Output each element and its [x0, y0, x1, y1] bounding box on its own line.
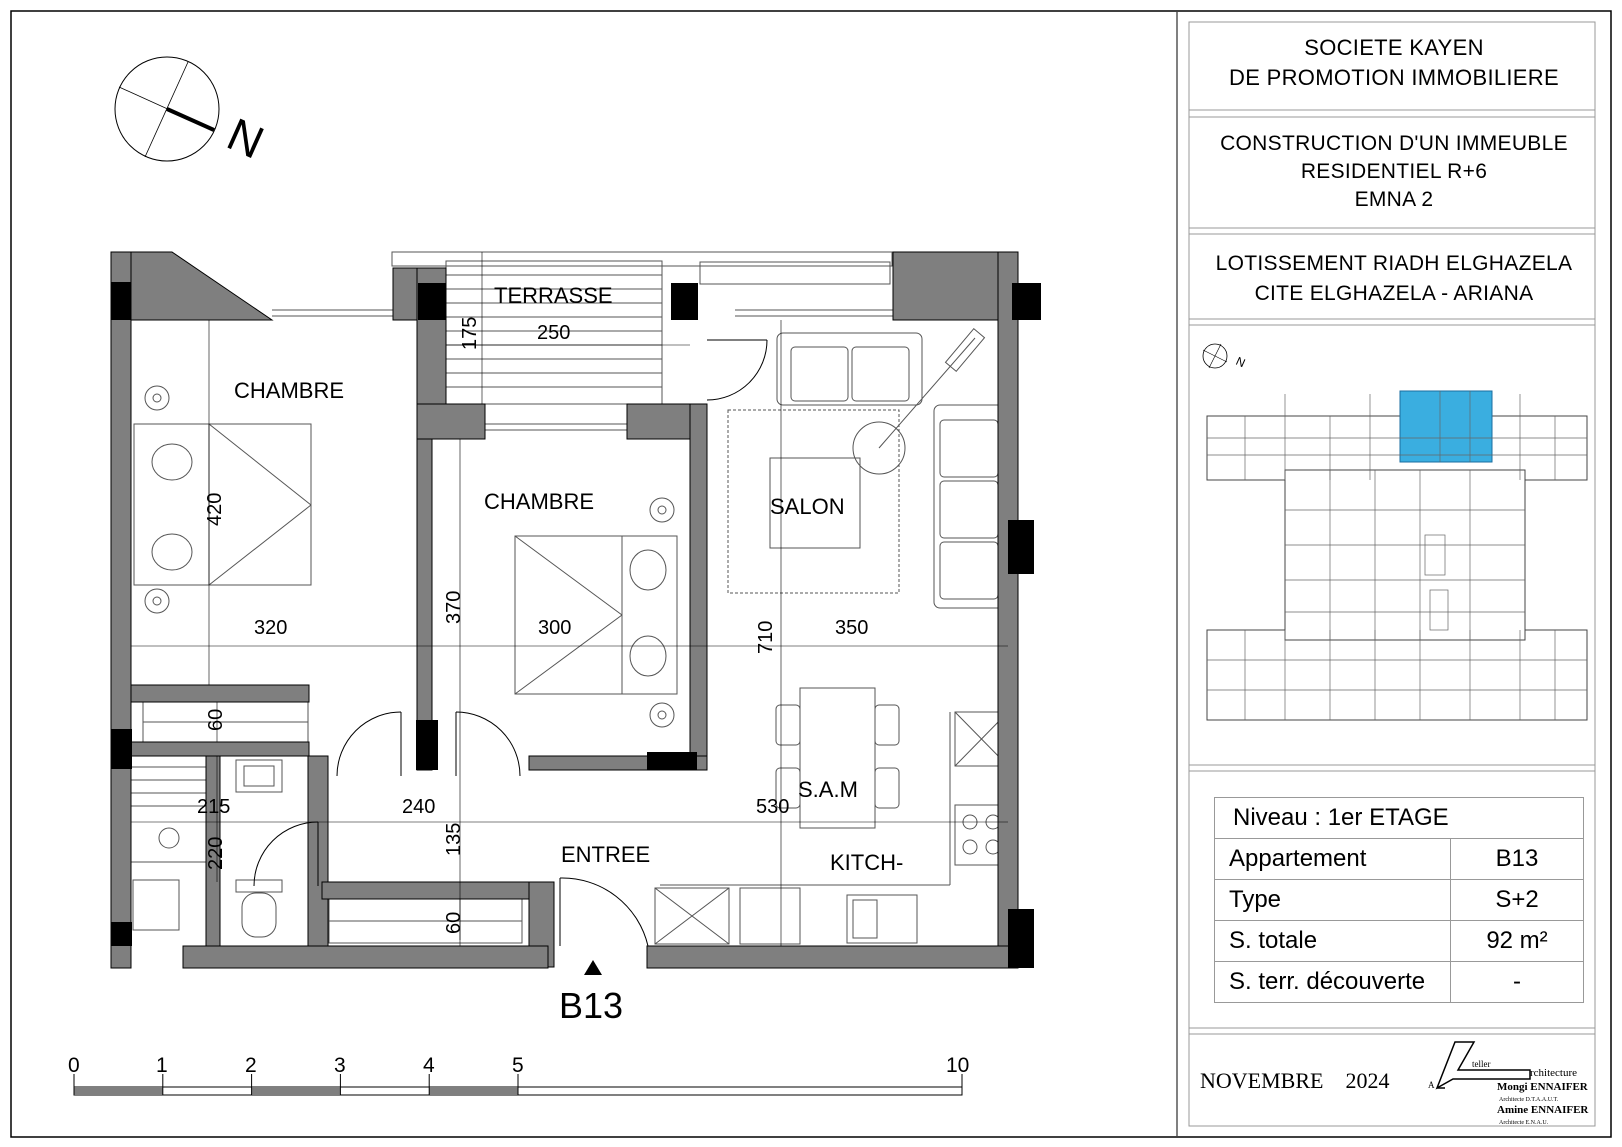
firm-logo [1428, 1042, 1589, 1126]
apartment-label: B13 [559, 985, 624, 1026]
dim-terrace-height: 175 [459, 316, 481, 350]
scale-bar [68, 1054, 969, 1095]
room-label-salon: SALON [770, 494, 845, 519]
dim-bathroom-width: 215 [197, 796, 231, 818]
dim-closet1-height: 60 [205, 708, 227, 731]
apartment-info-table [1214, 797, 1584, 1003]
dim-salon-height: 710 [755, 620, 777, 654]
mini-north-label: N [1233, 353, 1248, 371]
row-value: 92 m² [1451, 921, 1584, 962]
dim-salon-width: 350 [835, 617, 869, 639]
room-label-terrasse: TERRASSE [494, 283, 613, 308]
location-line-1: LOTISSEMENT RIADH ELGHAZELA [1215, 252, 1573, 275]
north-label: N [219, 107, 272, 169]
scale-label-5: 5 [512, 1054, 524, 1077]
table-row [1215, 839, 1584, 880]
row-value: - [1451, 962, 1584, 1003]
room-label-chambre-1: CHAMBRE [234, 378, 345, 403]
dim-dining-width: 530 [756, 796, 790, 818]
logo-word-architecture: rchitecture [1530, 1067, 1578, 1079]
scale-label-2: 2 [245, 1054, 257, 1077]
scale-label-0: 0 [68, 1054, 80, 1077]
scale-label-1: 1 [156, 1054, 168, 1077]
room-label-chambre-2: CHAMBRE [484, 489, 595, 514]
architect-2-name: Amine ENNAIFER [1497, 1104, 1589, 1116]
company-line-1: SOCIETE KAYEN [1304, 35, 1484, 60]
project-block [1190, 130, 1598, 214]
dim-bedroom2-width: 300 [538, 617, 572, 639]
row-value: B13 [1451, 839, 1584, 880]
date-label: NOVEMBRE 2024 [1200, 1068, 1390, 1093]
table-row [1215, 962, 1584, 1003]
project-line-1: CONSTRUCTION D'UN IMMEUBLE [1220, 132, 1568, 155]
dim-bedroom1-width: 320 [254, 617, 288, 639]
project-line-2: RESIDENTIEL R+6 [1300, 160, 1488, 183]
row-label: S. totale [1215, 921, 1451, 962]
logo-letter-a: A [1428, 1080, 1435, 1090]
row-label: Appartement [1215, 839, 1451, 880]
dim-bedroom1-height: 420 [204, 492, 226, 526]
row-value: S+2 [1451, 880, 1584, 921]
scale-label-3: 3 [334, 1054, 346, 1077]
entrance-arrow-icon [584, 960, 602, 975]
project-line-3: EMNA 2 [1354, 188, 1434, 211]
table-row [1215, 880, 1584, 921]
architect-1-name: Mongi ENNAIFER [1497, 1081, 1588, 1093]
furniture [120, 252, 1008, 944]
room-label-entree: ENTREE [561, 842, 651, 867]
row-label: Type [1215, 880, 1451, 921]
table-row [1215, 921, 1584, 962]
location-line-2: CITE ELGHAZELA - ARIANA [1254, 282, 1534, 305]
key-plan [1203, 344, 1587, 720]
room-label-kitchen: KITCH- [830, 850, 904, 875]
location-block [1190, 249, 1598, 309]
dim-closet2-height: 60 [443, 911, 465, 934]
dim-hall-height: 135 [443, 822, 465, 856]
company-block [1190, 33, 1598, 93]
niveau-cell: Niveau : 1er ETAGE [1215, 798, 1584, 839]
dim-terrace-width: 250 [537, 322, 571, 344]
dimension-texts [197, 317, 868, 934]
table-row [1215, 798, 1584, 839]
scale-label-4: 4 [423, 1054, 435, 1077]
room-label-sam: S.A.M [798, 777, 858, 802]
compass-icon [115, 57, 219, 161]
company-line-2: DE PROMOTION IMMOBILIERE [1229, 65, 1559, 90]
room-labels [234, 283, 903, 875]
apartment-highlight [1400, 391, 1492, 462]
scale-label-10: 10 [946, 1054, 970, 1077]
dim-bedroom2-height: 370 [443, 590, 465, 624]
architect-1-title: Architecte D.T.A.A.U.T. [1499, 1097, 1559, 1103]
architect-2-title: Architecte E.N.A.U. [1499, 1120, 1549, 1126]
logo-word-atelier: teller [1472, 1059, 1491, 1069]
row-label: S. terr. découverte [1215, 962, 1451, 1003]
dim-bathroom-height: 220 [205, 836, 227, 870]
dim-hall-width: 240 [402, 796, 436, 818]
